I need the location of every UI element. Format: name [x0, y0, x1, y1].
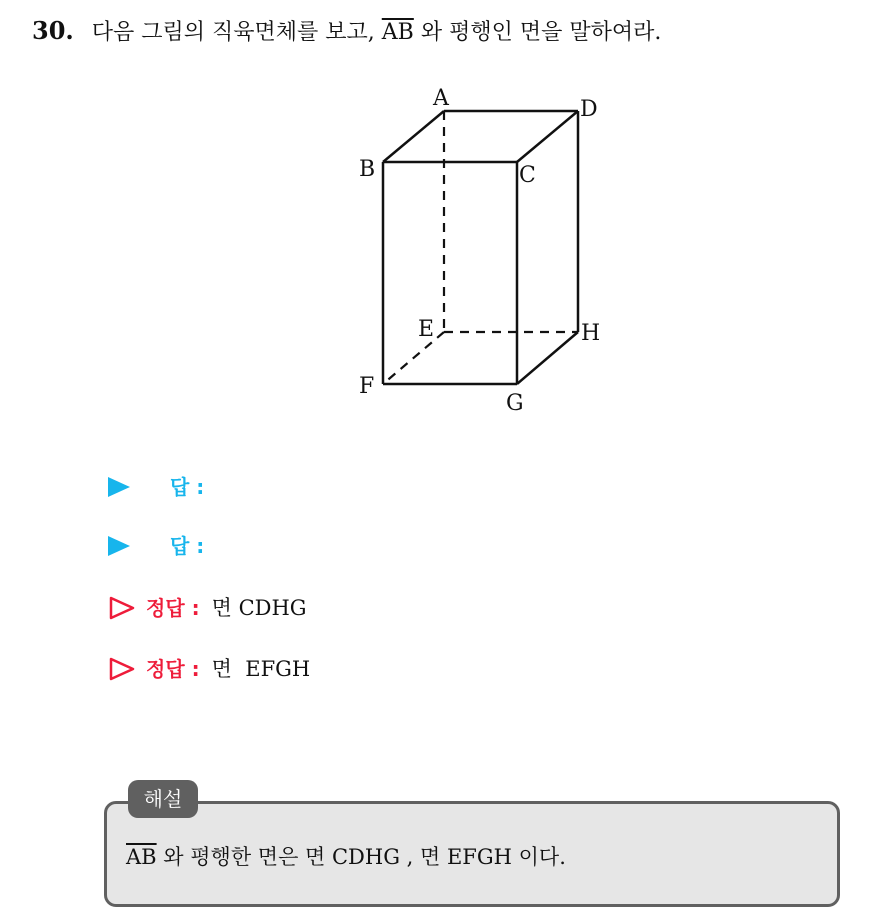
edge-hg [517, 332, 578, 384]
answer-label: 답 : [170, 534, 205, 558]
outline-triangle-icon [108, 656, 136, 682]
correct-answer-value: 면 EFGH [211, 657, 311, 681]
answer-label: 답 : [170, 475, 205, 499]
vertex-label-c: C [519, 163, 536, 188]
vertex-label-b: B [359, 157, 376, 182]
answer-row-1 [108, 470, 204, 504]
vertex-label-g: G [506, 391, 524, 416]
edge-ba [383, 111, 444, 162]
explanation-text-after: 와 평행한 면은 면 CDHG , 면 EFGH 이다. [156, 845, 566, 869]
edge-dc [517, 111, 578, 162]
explanation-text [126, 840, 566, 874]
outline-triangle-icon [108, 595, 136, 621]
question-text-before: 다음 그림의 직육면체를 보고, [91, 20, 382, 45]
vertex-label-h: H [581, 321, 601, 346]
question [32, 14, 661, 50]
correct-answer-row-2 [108, 652, 310, 686]
hidden-edge-ef [383, 332, 444, 384]
filled-triangle-icon [108, 536, 130, 556]
explanation-tab: 해설 [128, 780, 198, 818]
cuboid-figure [340, 80, 620, 420]
answer-row-2 [108, 529, 204, 563]
vertex-label-a: A [433, 86, 449, 111]
correct-answer-row-1 [108, 591, 307, 625]
question-segment: $\overline{AB}$ [381, 20, 414, 45]
vertex-label-e: E [418, 317, 435, 342]
question-number: 30. [32, 16, 74, 45]
vertex-label-d: D [580, 97, 598, 122]
vertex-label-f: F [359, 374, 375, 399]
explanation-segment: $\overline{AB}$ [126, 845, 157, 869]
question-text-after: 와 평행인 면을 말하여라. [413, 20, 662, 45]
correct-answer-value: 면 CDHG [211, 596, 307, 620]
filled-triangle-icon [108, 477, 130, 497]
correct-answer-label: 정답 : [146, 596, 200, 620]
correct-answer-label: 정답 : [146, 657, 200, 681]
